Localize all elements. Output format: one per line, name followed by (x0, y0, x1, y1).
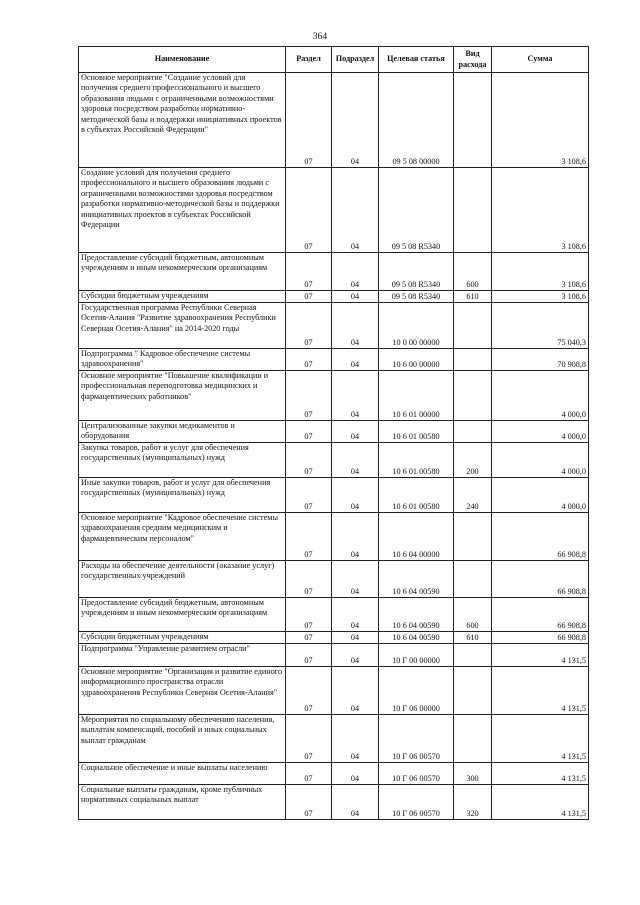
table-row (79, 303, 589, 349)
row-podrazdel: 04 (332, 513, 379, 561)
row-podrazdel: 04 (332, 421, 379, 443)
row-name: Субсидии бюджетным учреждениям (79, 632, 286, 644)
row-vid-rashoda: 600 (454, 253, 492, 291)
row-summa: 4 131,5 (492, 644, 589, 667)
row-celevaya-statya: 10 Г 06 00570 (379, 763, 454, 785)
row-name: Подпрограмма "Управление развитием отрасли" (79, 644, 286, 667)
table-row (79, 349, 589, 371)
row-podrazdel: 04 (332, 291, 379, 303)
row-celevaya-statya: 09 5 08 00000 (379, 73, 454, 168)
row-name: Подпрограмма " Кадровое обеспечение системы здравоохранения" (79, 349, 286, 371)
header-celevaya-statya: Целевая статья (379, 47, 454, 73)
table-row (79, 667, 589, 715)
row-vid-rashoda (454, 349, 492, 371)
table-row (79, 73, 589, 168)
row-name: Субсидии бюджетным учреждениям (79, 291, 286, 303)
header-podrazdel: Подраздел (332, 47, 379, 73)
row-name: Расходы на обеспечение деятельности (оказание услуг) государственных учреждений (79, 561, 286, 598)
row-podrazdel: 04 (332, 763, 379, 785)
row-razdel: 07 (286, 715, 332, 763)
row-vid-rashoda (454, 715, 492, 763)
row-name: Предоставление субсидий бюджетным, автономным учреждениям и иным некоммерческим организациям (79, 598, 286, 632)
row-razdel: 07 (286, 303, 332, 349)
table-row (79, 478, 589, 513)
row-vid-rashoda (454, 421, 492, 443)
row-podrazdel: 04 (332, 443, 379, 478)
row-summa: 4 131,5 (492, 785, 589, 820)
row-vid-rashoda (454, 644, 492, 667)
row-vid-rashoda: 300 (454, 763, 492, 785)
row-vid-rashoda (454, 371, 492, 421)
row-vid-rashoda (454, 667, 492, 715)
row-razdel: 07 (286, 598, 332, 632)
table-row (79, 513, 589, 561)
row-podrazdel: 04 (332, 667, 379, 715)
row-summa: 4 131,5 (492, 667, 589, 715)
row-podrazdel: 04 (332, 303, 379, 349)
table-row (79, 598, 589, 632)
row-celevaya-statya: 10 Г 06 00570 (379, 785, 454, 820)
header-name: Наименование (79, 47, 286, 73)
row-podrazdel: 04 (332, 561, 379, 598)
table-row (79, 168, 589, 253)
row-summa: 3 108,6 (492, 291, 589, 303)
row-razdel: 07 (286, 253, 332, 291)
row-summa: 4 000,0 (492, 371, 589, 421)
header-vid-rashoda: Вид расхода (454, 47, 492, 73)
row-razdel: 07 (286, 632, 332, 644)
row-summa: 3 108,6 (492, 73, 589, 168)
row-celevaya-statya: 10 6 04 00000 (379, 513, 454, 561)
row-celevaya-statya: 10 0 00 00000 (379, 303, 454, 349)
row-podrazdel: 04 (332, 478, 379, 513)
row-celevaya-statya: 10 6 04 00590 (379, 598, 454, 632)
row-razdel: 07 (286, 763, 332, 785)
row-celevaya-statya: 10 6 01 00580 (379, 478, 454, 513)
row-razdel: 07 (286, 371, 332, 421)
header-summa: Сумма (492, 47, 589, 73)
row-celevaya-statya: 10 6 01 00000 (379, 371, 454, 421)
row-razdel: 07 (286, 513, 332, 561)
row-vid-rashoda: 600 (454, 598, 492, 632)
row-podrazdel: 04 (332, 371, 379, 421)
row-summa: 70 908,8 (492, 349, 589, 371)
row-name: Иные закупки товаров, работ и услуг для обеспечения государственных (муниципальных) нужд (79, 478, 286, 513)
row-celevaya-statya: 09 5 08 R5340 (379, 253, 454, 291)
table-row (79, 421, 589, 443)
row-celevaya-statya: 10 6 01 00580 (379, 421, 454, 443)
row-razdel: 07 (286, 73, 332, 168)
row-name: Централизованные закупки медикаментов и оборудования (79, 421, 286, 443)
row-celevaya-statya: 10 Г 06 00000 (379, 667, 454, 715)
row-razdel: 07 (286, 644, 332, 667)
row-razdel: 07 (286, 443, 332, 478)
table-row (79, 644, 589, 667)
row-name: Основное мероприятие "Создание условий для получения среднего профессионального и высшего образования людьми с ограниченными возможностями здоровья посредством разработки нормативно-методической базы и поддержки инициативных проектов в субъектах Российской Федерации" (79, 73, 286, 168)
row-celevaya-statya: 10 Г 00 00000 (379, 644, 454, 667)
row-vid-rashoda (454, 561, 492, 598)
row-name: Закупка товаров, работ и услуг для обеспечения государственных (муниципальных) нужд (79, 443, 286, 478)
row-razdel: 07 (286, 785, 332, 820)
row-podrazdel: 04 (332, 349, 379, 371)
row-summa: 66 908,8 (492, 632, 589, 644)
row-celevaya-statya: 10 6 04 00590 (379, 561, 454, 598)
table-row (79, 785, 589, 820)
row-name: Государственная программа Республики Северная Осетия-Алания "Развитие здравоохранения Республики Северная Осетия-Алания" на 2014-2020 годы (79, 303, 286, 349)
row-celevaya-statya: 10 Г 06 00570 (379, 715, 454, 763)
row-name: Мероприятия по социальному обеспечению населения, выплатам компенсаций, пособий и иных социальных выплат гражданам (79, 715, 286, 763)
row-razdel: 07 (286, 421, 332, 443)
row-name: Основное мероприятие "Кадровое обеспечение системы здравоохранения средним медицинским и фармацевтическим персоналом" (79, 513, 286, 561)
row-summa: 66 908,8 (492, 513, 589, 561)
row-name: Основное мероприятие "Повышение квалификации и профессиональная переподготовка медицинских и фармацевтических работников" (79, 371, 286, 421)
row-vid-rashoda: 200 (454, 443, 492, 478)
table-row (79, 371, 589, 421)
row-podrazdel: 04 (332, 73, 379, 168)
row-podrazdel: 04 (332, 168, 379, 253)
row-name: Социальное обеспечение и иные выплаты населению (79, 763, 286, 785)
row-podrazdel: 04 (332, 785, 379, 820)
row-podrazdel: 04 (332, 598, 379, 632)
table-row (79, 443, 589, 478)
row-razdel: 07 (286, 478, 332, 513)
row-razdel: 07 (286, 561, 332, 598)
table-row (79, 763, 589, 785)
row-vid-rashoda (454, 73, 492, 168)
row-celevaya-statya: 10 6 04 00590 (379, 632, 454, 644)
row-name: Социальные выплаты гражданам, кроме публичных нормативных социальных выплат (79, 785, 286, 820)
row-podrazdel: 04 (332, 253, 379, 291)
row-name: Предоставление субсидий бюджетным, автономным учреждениям и иным некоммерческим организациям (79, 253, 286, 291)
row-celevaya-statya: 10 6 01 00580 (379, 443, 454, 478)
row-summa: 66 908,8 (492, 561, 589, 598)
row-vid-rashoda: 320 (454, 785, 492, 820)
row-vid-rashoda: 240 (454, 478, 492, 513)
row-name: Основное мероприятие "Организация и развитие единого информационного пространства отрасли здравоохранения Республики Северная Осетия-Алания" (79, 667, 286, 715)
row-razdel: 07 (286, 291, 332, 303)
row-summa: 3 108,6 (492, 168, 589, 253)
row-summa: 4 131,5 (492, 715, 589, 763)
row-vid-rashoda: 610 (454, 632, 492, 644)
header-razdel: Раздел (286, 47, 332, 73)
table-row (79, 291, 589, 303)
row-summa: 4 000,0 (492, 443, 589, 478)
row-vid-rashoda: 610 (454, 291, 492, 303)
row-vid-rashoda (454, 303, 492, 349)
budget-table (78, 46, 589, 820)
row-podrazdel: 04 (332, 644, 379, 667)
table-row (79, 253, 589, 291)
row-summa: 4 131,5 (492, 763, 589, 785)
row-summa: 4 000,0 (492, 478, 589, 513)
row-razdel: 07 (286, 168, 332, 253)
row-celevaya-statya: 09 5 08 R5340 (379, 291, 454, 303)
row-summa: 3 108,6 (492, 253, 589, 291)
table-row (79, 632, 589, 644)
row-name: Создание условий для получения среднего профессионального и высшего образования людьми с ограниченными возможностями здоровья посредством разработки нормативно-методической базы и поддержки инициативных проектов в субъектах Российской Федерации (79, 168, 286, 253)
row-summa: 66 908,8 (492, 598, 589, 632)
row-summa: 75 040,3 (492, 303, 589, 349)
table-header-row (79, 47, 589, 73)
page-number: 364 (312, 32, 328, 42)
row-razdel: 07 (286, 667, 332, 715)
row-razdel: 07 (286, 349, 332, 371)
row-celevaya-statya: 10 6 00 00000 (379, 349, 454, 371)
row-vid-rashoda (454, 168, 492, 253)
row-celevaya-statya: 09 5 08 R5340 (379, 168, 454, 253)
row-summa: 4 000,0 (492, 421, 589, 443)
table-row (79, 561, 589, 598)
row-podrazdel: 04 (332, 715, 379, 763)
row-podrazdel: 04 (332, 632, 379, 644)
table-row (79, 715, 589, 763)
row-vid-rashoda (454, 513, 492, 561)
